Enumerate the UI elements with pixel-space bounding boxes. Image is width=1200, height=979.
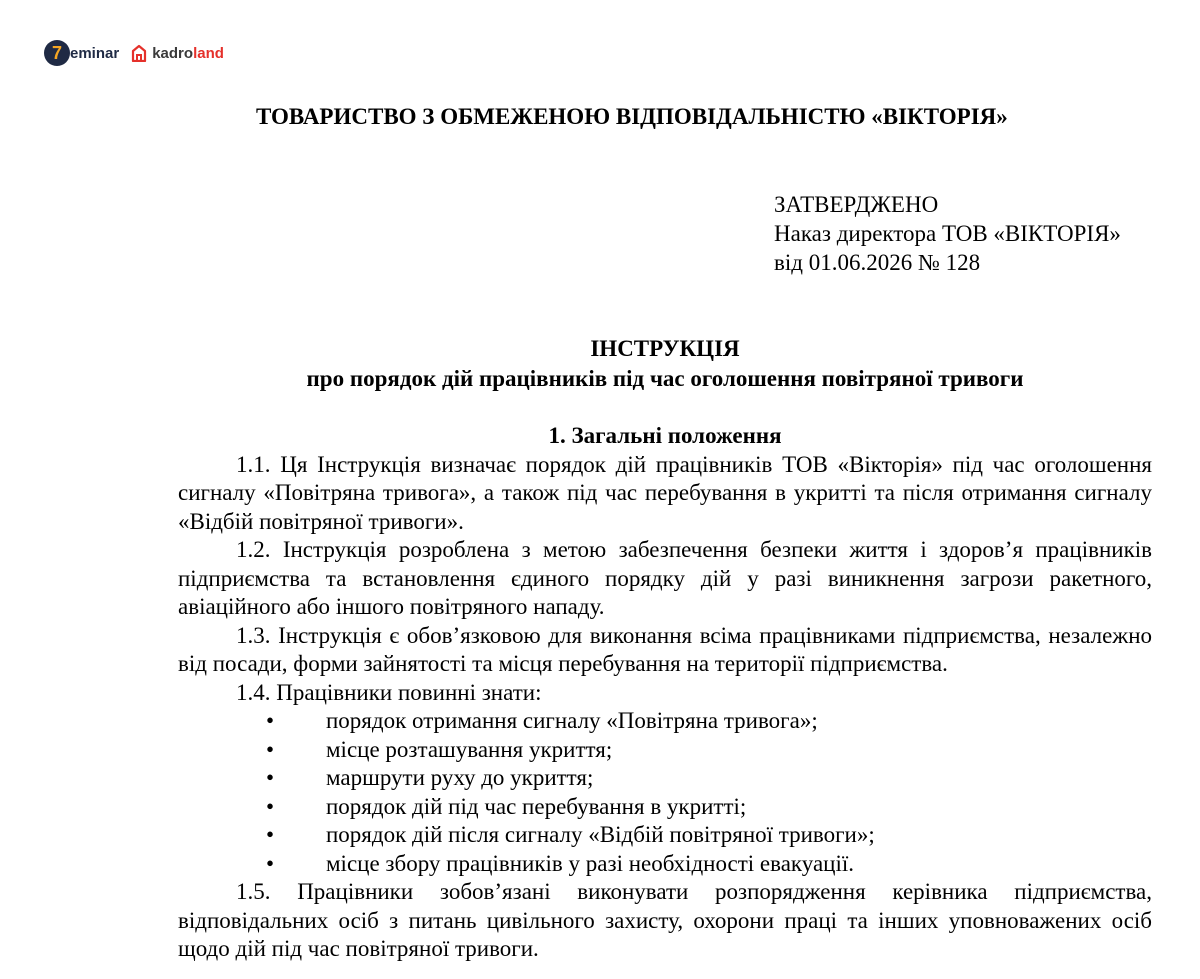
bullet-icon: • bbox=[266, 850, 275, 876]
header-logos bbox=[44, 40, 224, 66]
list-item bbox=[178, 850, 1152, 879]
paragraph-1-4: 1.4. Працівники повинні знати: bbox=[236, 679, 542, 705]
list-item-text: місце розташування укриття; bbox=[326, 736, 613, 762]
paragraph-1-1: 1.1. Ця Інструкція визначає порядок дій працівників ТОВ «Вікторія» під час оголошення сигналу «Повітряна тривога», а також під час перебування в укритті та після отримання сигналу «Відбій повітряної тривоги». bbox=[178, 451, 1152, 534]
logo-kadroland bbox=[131, 44, 224, 62]
approval-line-1: ЗАТВЕРДЖЕНО bbox=[774, 192, 939, 217]
list-item bbox=[178, 821, 1152, 850]
seven-circle-icon: 7 bbox=[44, 40, 70, 66]
paragraph-1-3: 1.3. Інструкція є обов’язковою для виконання всіма працівниками підприємства, незалежно від посади, форми зайнятості та місця перебування на території підприємства. bbox=[178, 622, 1152, 676]
paragraph-1-5: 1.5. Працівники зобов’язані виконувати розпорядження керівника підприємства, відповідальних осіб з питань цивільного захисту, охорони праці та інших уповноважених осіб щодо дій під час повітряної тривоги. bbox=[178, 879, 1152, 961]
bullet-icon: • bbox=[266, 765, 275, 790]
house-icon bbox=[131, 44, 147, 62]
document-subtitle: про порядок дій працівників під час оголошення повітряної тривоги bbox=[306, 366, 1024, 391]
list-item-text: порядок отримання сигналу «Повітряна тривога»; bbox=[326, 708, 818, 733]
list-item-text: порядок дій під час перебування в укритті; bbox=[326, 793, 747, 819]
document-title: ІНСТРУКЦІЯ bbox=[590, 336, 740, 361]
approval-line-3: від 01.06.2026 № 128 bbox=[774, 250, 981, 275]
list-item-text: порядок дій після сигналу «Відбій повітряної тривоги»; bbox=[326, 822, 875, 847]
bullet-icon: • bbox=[266, 708, 275, 733]
list-item bbox=[178, 707, 1152, 736]
logo-7eminar bbox=[44, 40, 119, 66]
logo-land-text: land bbox=[193, 44, 224, 62]
logo-kadro-text: kadro bbox=[152, 44, 194, 62]
approval-line-2: Наказ директора ТОВ «ВІКТОРІЯ» bbox=[774, 221, 1121, 246]
bullet-list bbox=[178, 707, 1152, 878]
paragraph-1-2: 1.2. Інструкція розроблена з метою забезпечення безпеки життя і здоров’я працівників підприємства та встановлення єдиного порядку дій у разі виникнення загрози ракетного, авіаційного або іншого повітряного нападу. bbox=[178, 537, 1152, 619]
logo-seminar-text: eminar bbox=[70, 44, 120, 62]
document-body bbox=[178, 422, 1152, 964]
list-item bbox=[178, 793, 1152, 822]
approval-block bbox=[774, 190, 1121, 277]
bullet-icon: • bbox=[266, 736, 275, 762]
bullet-icon: • bbox=[266, 793, 275, 819]
list-item bbox=[178, 764, 1152, 793]
section-heading: 1. Загальні положення bbox=[548, 423, 782, 448]
organization-name: ТОВАРИСТВО З ОБМЕЖЕНОЮ ВІДПОВІДАЛЬНІСТЮ «ВІКТОРІЯ» bbox=[256, 104, 1008, 129]
document-title-block bbox=[178, 334, 1152, 394]
list-item-text: місце збору працівників у разі необхідності евакуації. bbox=[326, 850, 854, 876]
bullet-icon: • bbox=[266, 822, 275, 847]
list-item bbox=[178, 736, 1152, 765]
list-item-text: маршрути руху до укриття; bbox=[326, 765, 594, 790]
